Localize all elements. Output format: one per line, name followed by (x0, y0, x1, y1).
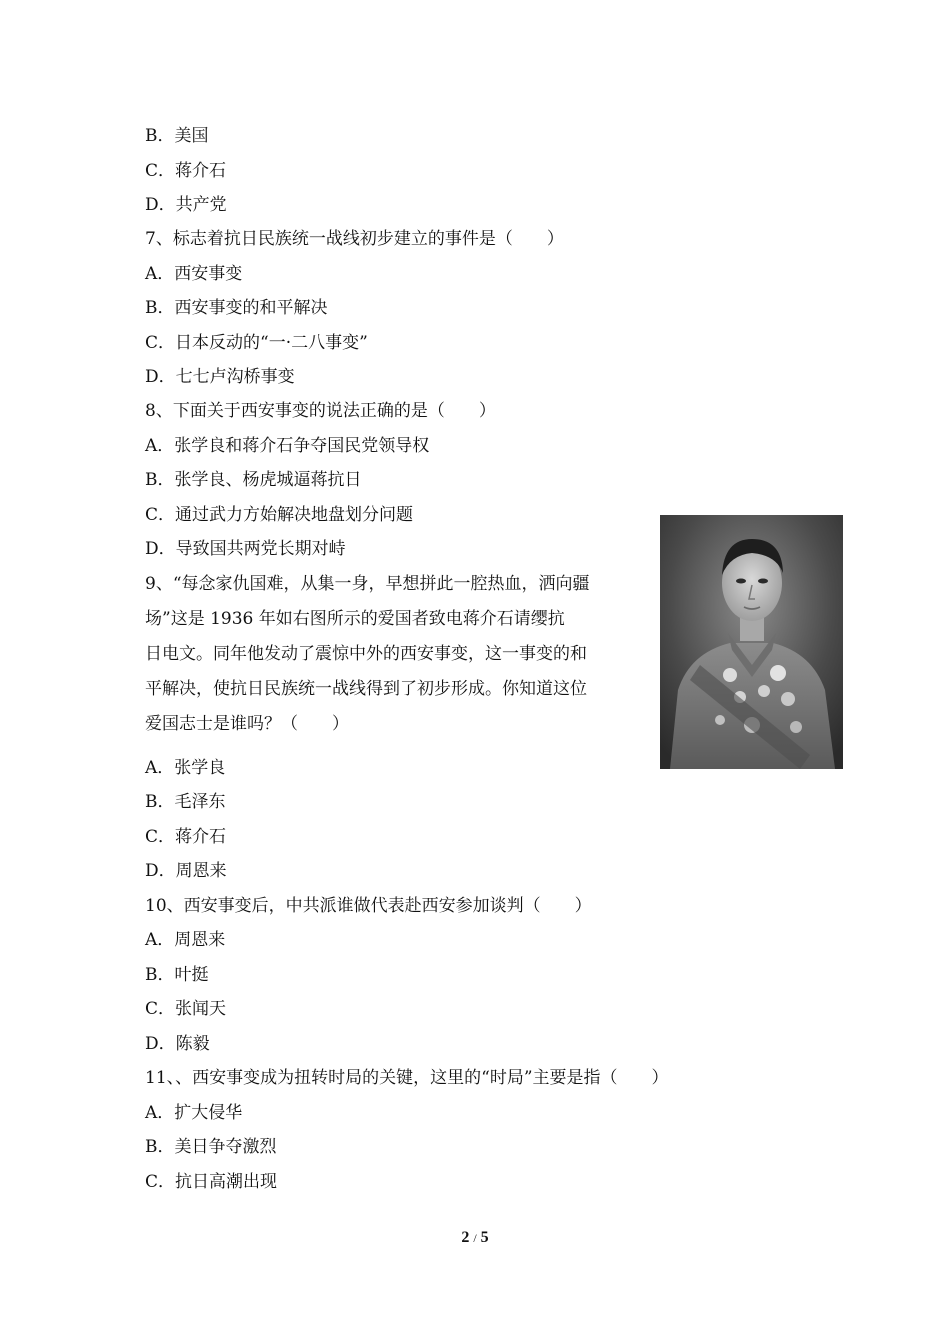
q8-option-b: B．张学良、杨虎城逼蒋抗日 (145, 470, 362, 490)
page-total: 5 (480, 1229, 489, 1246)
q7-stem: 7、标志着抗日民族统一战线初步建立的事件是（ ） (145, 229, 564, 249)
q9-stem (145, 574, 645, 749)
q9-stem-line: 爱国志士是谁吗？（ ） (145, 714, 349, 734)
q6-option-b: B．美国 (145, 126, 209, 146)
q10-option-c: C．张闻天 (145, 999, 227, 1019)
q9-option-a: A．张学良 (145, 758, 226, 778)
q8-option-a: A．张学良和蒋介石争夺国民党领导权 (145, 436, 430, 456)
q11-option-c: C．抗日高潮出现 (145, 1172, 278, 1192)
q10-option-a: A．周恩来 (145, 930, 226, 950)
q9-stem-line: 9、“每念家仇国难，从集一身，早想拼此一腔热血，洒向疆 (145, 574, 590, 594)
q10-option-d: D．陈毅 (145, 1034, 210, 1054)
q7-option-d: D．七七卢沟桥事变 (145, 367, 295, 387)
q9-stem-line: 平解决，使抗日民族统一战线得到了初步形成。你知道这位 (145, 679, 587, 699)
q7-option-c: C．日本反动的“一·二八事变” (145, 333, 368, 353)
q11-stem: 11、、西安事变成为扭转时局的关键，这里的“时局”主要是指（ ） (145, 1068, 669, 1088)
q7-option-b: B．西安事变的和平解决 (145, 298, 328, 318)
q9-option-d: D．周恩来 (145, 861, 227, 881)
q10-stem: 10、西安事变后，中共派谁做代表赴西安参加谈判（ ） (145, 896, 592, 916)
q6-option-d: D．共产党 (145, 195, 227, 215)
q7-option-a: A．西安事变 (145, 264, 243, 284)
q8-option-d: D．导致国共两党长期对峙 (145, 539, 346, 559)
page-number (0, 1229, 950, 1247)
q11-option-b: B．美日争夺激烈 (145, 1137, 277, 1157)
q9-option-c: C．蒋介石 (145, 827, 227, 847)
q8-option-c: C．通过武力方始解决地盘划分问题 (145, 505, 414, 525)
q6-option-c: C．蒋介石 (145, 161, 227, 181)
q10-option-b: B．叶挺 (145, 965, 209, 985)
page-separator: / (473, 1231, 477, 1245)
q9-stem-line: 日电文。同年他发动了震惊中外的西安事变，这一事变的和 (145, 644, 587, 664)
q9-stem-line: 场”这是 1936 年如右图所示的爱国者致电蒋介石请缨抗 (145, 609, 565, 629)
q9-option-b: B．毛泽东 (145, 792, 226, 812)
page-current: 2 (461, 1229, 470, 1246)
portrait-photo (660, 515, 843, 769)
q8-stem: 8、下面关于西安事变的说法正确的是（ ） (145, 401, 496, 421)
q11-option-a: A．扩大侵华 (145, 1103, 243, 1123)
